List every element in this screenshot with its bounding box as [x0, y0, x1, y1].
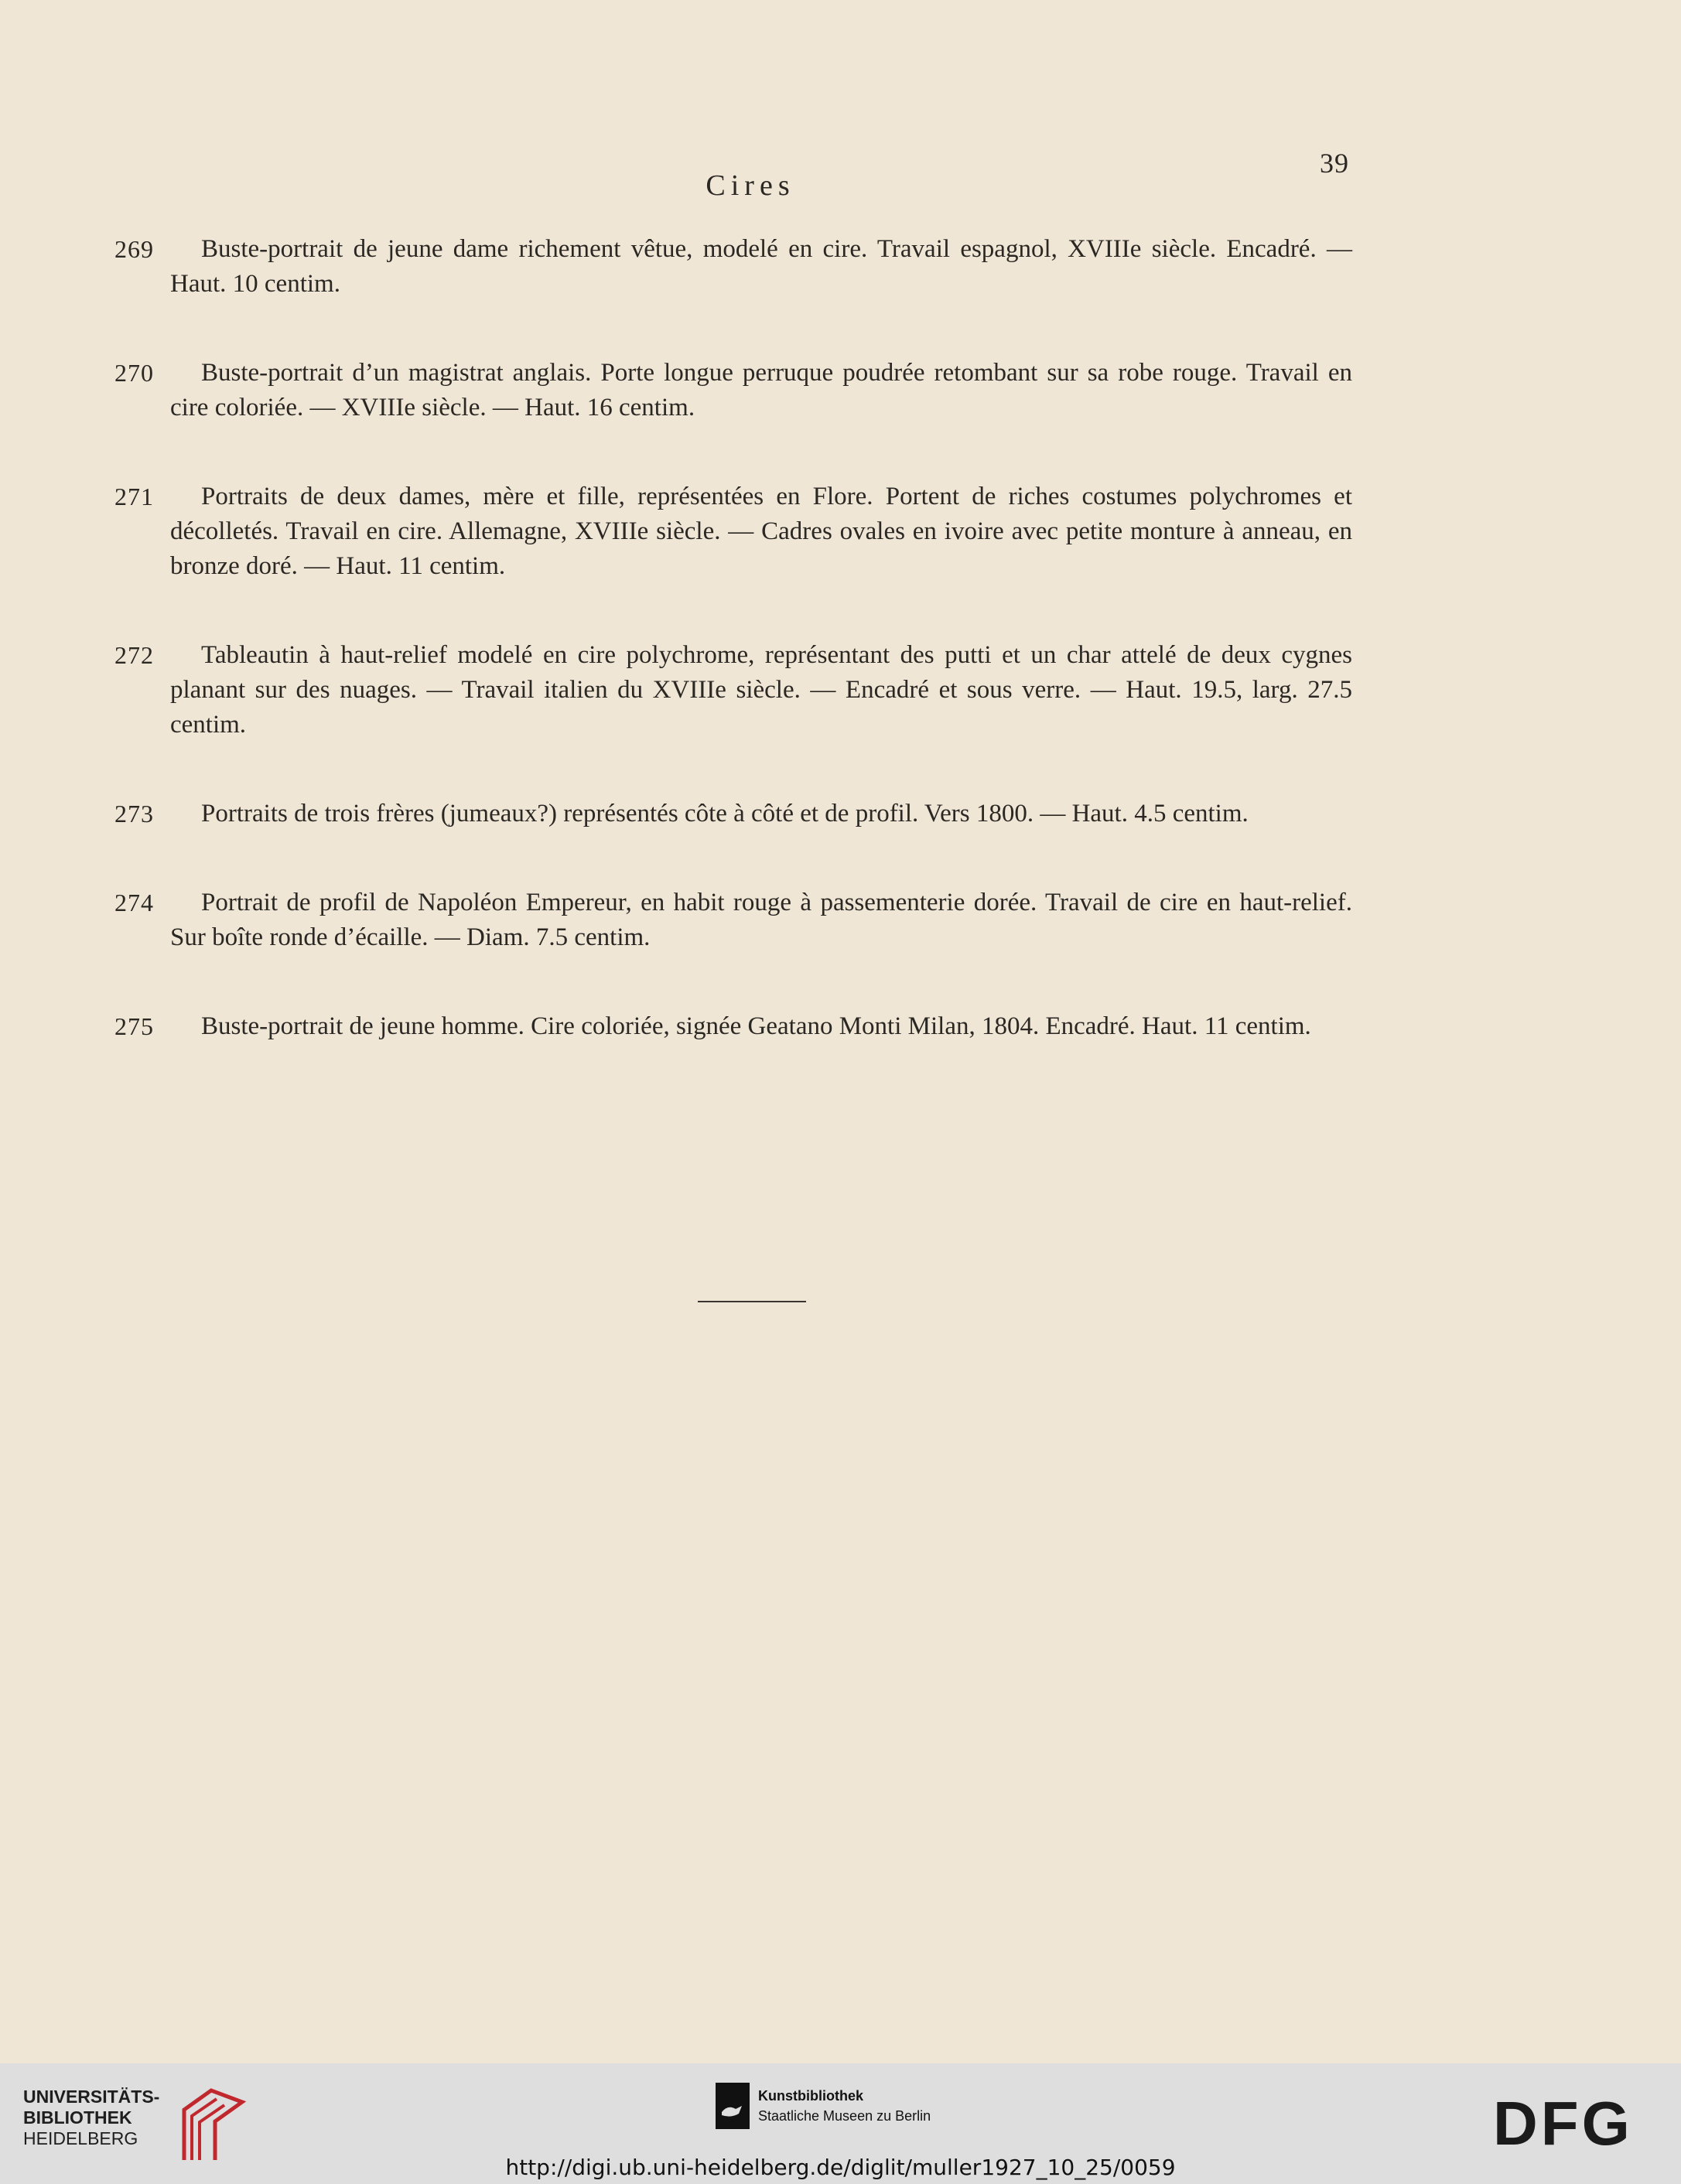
kunstbibliothek-logo[interactable] — [716, 2083, 1025, 2137]
page-number: 39 — [1320, 148, 1349, 179]
entry-number: 274 — [114, 889, 154, 916]
kunstbibliothek-line2: Staatliche Museen zu Berlin — [758, 2108, 931, 2124]
ub-logo-line1: UNIVERSITÄTS- — [23, 2087, 160, 2107]
entry-text: Buste-portrait d’un magistrat anglais. Porte longue perruque poudrée retombant sur sa robe rouge. Travail en cire coloriée. — XVIIIe siècle. — Haut. 16 centim. — [170, 359, 1352, 421]
entry-text: Buste-portrait de jeune dame richement vêtue, modelé en cire. Travail espagnol, XVIIIe siècle. Encadré. — Haut. 10 centim. — [170, 235, 1352, 298]
entry-number: 269 — [114, 235, 154, 263]
kunstbibliothek-line1: Kunstbibliothek — [758, 2088, 863, 2104]
ub-heidelberg-logo[interactable] — [23, 2087, 255, 2164]
entry-number: 275 — [114, 1012, 154, 1040]
catalogue-entry — [114, 356, 1352, 425]
entry-text: Portraits de deux dames, mère et fille, représentées en Flore. Portent de riches costumes polychromes et décolletés. Travail en cire. Allemagne, XVIIIe siècle. — Cadres ovales en ivoire avec petite monture à anneau, en bronze doré. — Haut. 11 centim. — [170, 483, 1352, 580]
catalogue-entry — [114, 479, 1352, 584]
section-title: Cires — [706, 169, 795, 202]
kunstbibliothek-mark-icon — [716, 2083, 750, 2129]
catalogue-entries — [114, 232, 1352, 1098]
entry-text: Portraits de trois frères (jumeaux?) représentés côte à côté et de profil. Vers 1800. — Haut. 4.5 centim. — [201, 800, 1249, 828]
entry-text: Portrait de profil de Napoléon Empereur, en habit rouge à passementerie dorée. Travail de cire en haut-relief. Sur boîte ronde d’écaille. — Diam. 7.5 centim. — [170, 889, 1352, 951]
catalogue-entry — [114, 886, 1352, 955]
ub-logo-line3: HEIDELBERG — [23, 2128, 138, 2148]
entry-text: Buste-portrait de jeune homme. Cire coloriée, signée Geatano Monti Milan, 1804. Encadré. Haut. 11 centim. — [201, 1012, 1311, 1040]
dfg-logo[interactable]: DFG — [1493, 2089, 1633, 2158]
entry-text: Tableautin à haut-relief modelé en cire polychrome, représentant des putti et un char attelé de deux cygnes planant sur des nuages. — Travail italien du XVIIIe siècle. — Encadré et sous verre. — Haut. 19.5, larg. 27.5 centim. — [170, 641, 1352, 739]
ub-logo-mark-icon — [169, 2087, 254, 2164]
footer-bar — [0, 2063, 1681, 2184]
kunstbibliothek-text — [758, 2086, 931, 2126]
catalogue-entry — [114, 797, 1352, 831]
catalogue-entry — [114, 638, 1352, 742]
end-rule-divider — [698, 1301, 806, 1302]
catalogue-entry — [114, 1009, 1352, 1044]
ub-logo-text — [23, 2087, 159, 2149]
ub-logo-line2: BIBLIOTHEK — [23, 2107, 132, 2128]
entry-number: 272 — [114, 641, 154, 669]
entry-number: 273 — [114, 800, 154, 828]
catalogue-entry — [114, 232, 1352, 302]
permalink-url[interactable]: http://digi.ub.uni-heidelberg.de/diglit/muller1927_10_25/0059 — [505, 2155, 1176, 2180]
entry-number: 270 — [114, 359, 154, 387]
entry-number: 271 — [114, 483, 154, 510]
